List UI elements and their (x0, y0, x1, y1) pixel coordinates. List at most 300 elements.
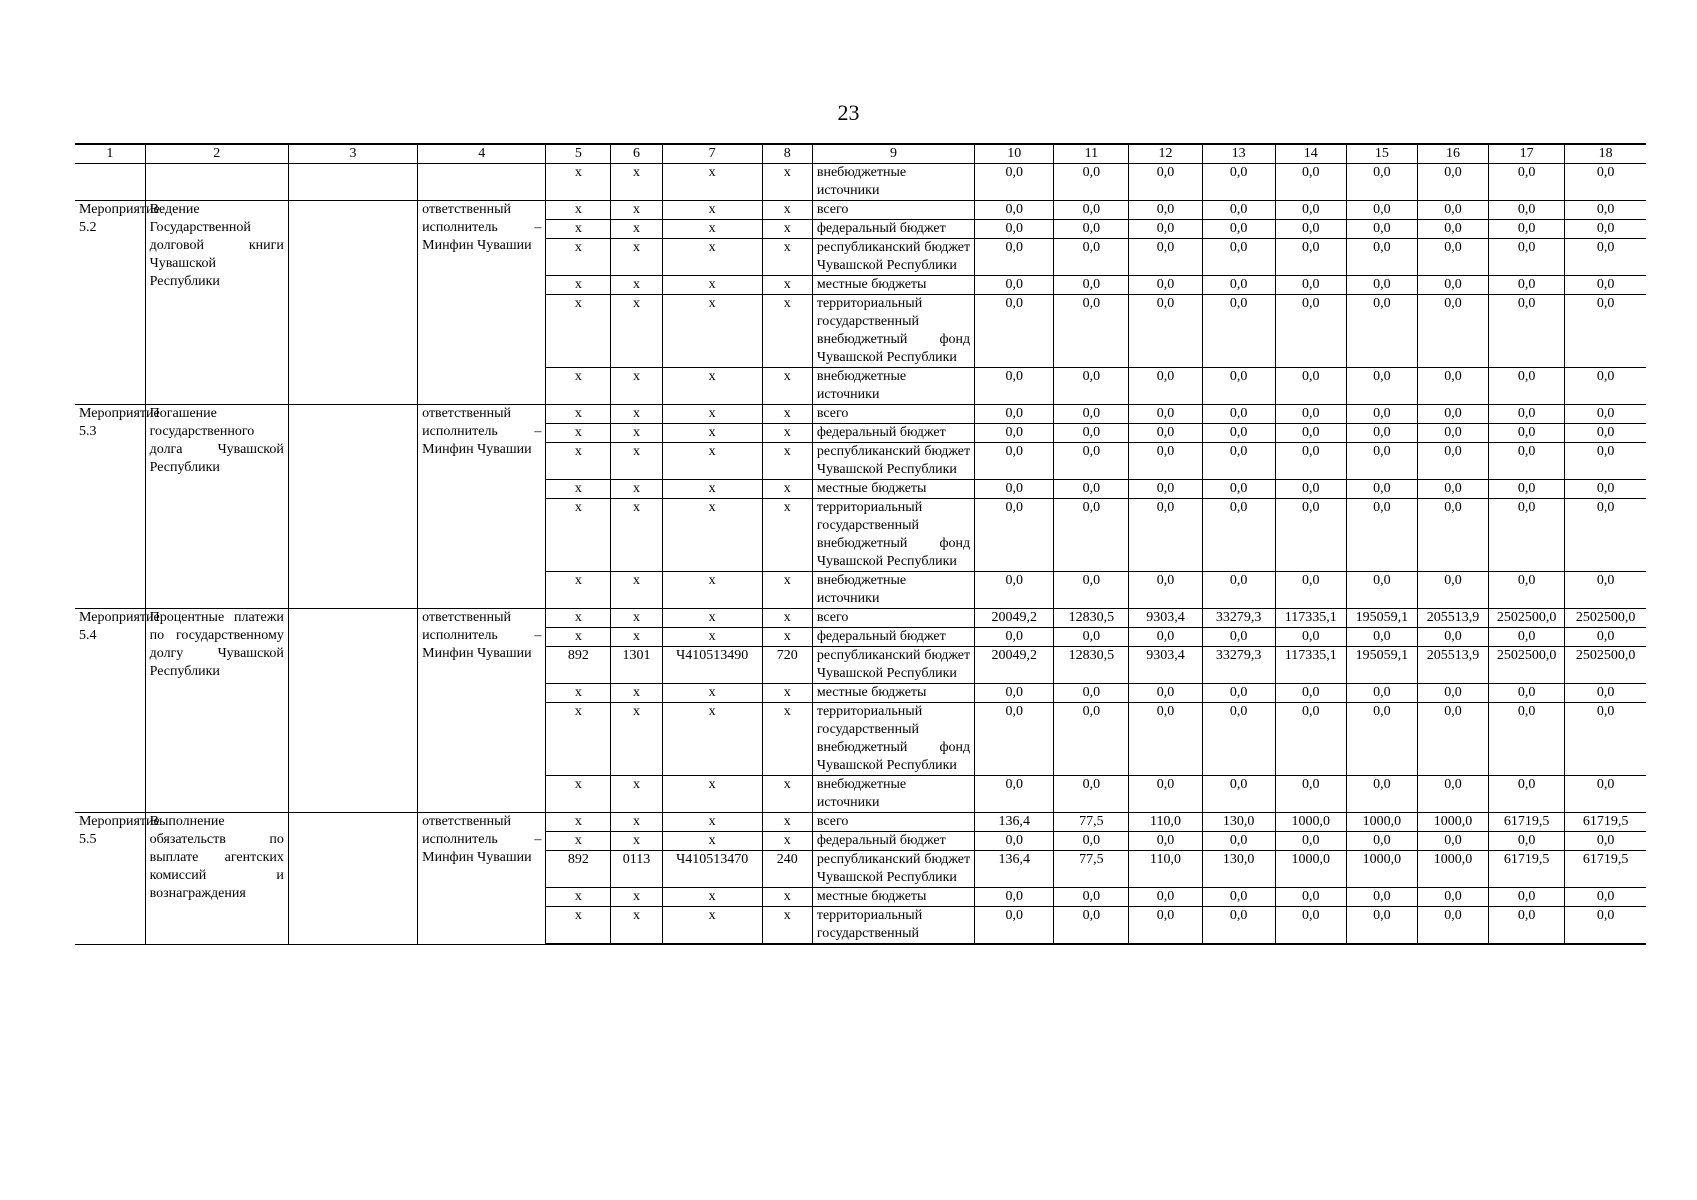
value-cell: 0,0 (1489, 295, 1565, 368)
value-cell: 0,0 (1489, 239, 1565, 276)
value-cell: 0,0 (975, 572, 1054, 609)
value-cell: 110,0 (1129, 851, 1202, 888)
value-cell: 0,0 (1054, 628, 1129, 647)
value-cell: 0,0 (975, 276, 1054, 295)
measure-label: Мероприятие 5.3 (75, 405, 145, 609)
value-cell: 0,0 (1346, 164, 1417, 201)
code-cell: x (611, 201, 662, 220)
header-cell: 5 (546, 144, 611, 164)
code-cell: x (762, 201, 812, 220)
funding-source: республиканский бюджет Чувашской Республики (812, 851, 974, 888)
value-cell: 0,0 (1489, 405, 1565, 424)
value-cell: 0,0 (1275, 684, 1346, 703)
value-cell: 0,0 (1565, 276, 1646, 295)
value-cell: 0,0 (1346, 907, 1417, 945)
code-cell: x (662, 443, 762, 480)
value-cell: 110,0 (1129, 813, 1202, 832)
code-cell: x (611, 572, 662, 609)
value-cell: 0,0 (1054, 907, 1129, 945)
funding-source: внебюджетные источники (812, 164, 974, 201)
value-cell: 0,0 (1489, 703, 1565, 776)
code-cell: x (762, 703, 812, 776)
value-cell: 0,0 (975, 832, 1054, 851)
value-cell: 0,0 (1129, 368, 1202, 405)
value-cell: 1000,0 (1346, 851, 1417, 888)
value-cell: 0,0 (1129, 220, 1202, 239)
value-cell: 0,0 (975, 443, 1054, 480)
value-cell: 0,0 (1565, 832, 1646, 851)
value-cell: 0,0 (1346, 295, 1417, 368)
value-cell: 136,4 (975, 851, 1054, 888)
value-cell: 117335,1 (1275, 609, 1346, 628)
code-cell: x (611, 276, 662, 295)
funding-source: федеральный бюджет (812, 628, 974, 647)
value-cell: 0,0 (1202, 220, 1275, 239)
measure-label: Мероприятие 5.5 (75, 813, 145, 945)
code-cell: x (546, 628, 611, 647)
value-cell: 0,0 (1202, 628, 1275, 647)
value-cell: 0,0 (1275, 220, 1346, 239)
funding-source: местные бюджеты (812, 684, 974, 703)
value-cell: 0,0 (1275, 572, 1346, 609)
code-cell: 892 (546, 851, 611, 888)
value-cell: 0,0 (1565, 405, 1646, 424)
value-cell: 0,0 (1565, 295, 1646, 368)
code-cell: x (611, 888, 662, 907)
code-cell: x (546, 276, 611, 295)
value-cell: 0,0 (1489, 368, 1565, 405)
code-cell: x (762, 443, 812, 480)
value-cell: 12830,5 (1054, 609, 1129, 628)
funding-source: местные бюджеты (812, 276, 974, 295)
value-cell: 0,0 (1417, 907, 1488, 945)
code-cell: 1301 (611, 647, 662, 684)
header-cell: 8 (762, 144, 812, 164)
value-cell: 0,0 (1565, 164, 1646, 201)
code-cell: 0113 (611, 851, 662, 888)
code-cell: x (762, 480, 812, 499)
value-cell: 0,0 (1202, 776, 1275, 813)
header-cell: 18 (1565, 144, 1646, 164)
value-cell: 0,0 (1202, 276, 1275, 295)
value-cell: 0,0 (1417, 368, 1488, 405)
code-cell: x (611, 368, 662, 405)
code-cell: x (546, 368, 611, 405)
header-cell: 17 (1489, 144, 1565, 164)
value-cell: 1000,0 (1417, 813, 1488, 832)
value-cell: 2502500,0 (1565, 609, 1646, 628)
funding-source: территориальный государственный внебюджетный фонд Чувашской Республики (812, 295, 974, 368)
value-cell: 0,0 (1489, 628, 1565, 647)
code-cell: x (611, 239, 662, 276)
value-cell: 0,0 (1275, 480, 1346, 499)
funding-source: местные бюджеты (812, 888, 974, 907)
code-cell: x (546, 684, 611, 703)
value-cell: 20049,2 (975, 647, 1054, 684)
value-cell: 0,0 (1489, 776, 1565, 813)
value-cell: 0,0 (1417, 239, 1488, 276)
value-cell: 0,0 (1054, 164, 1129, 201)
code-cell: x (611, 776, 662, 813)
value-cell: 0,0 (1129, 832, 1202, 851)
value-cell: 0,0 (1129, 499, 1202, 572)
header-cell: 16 (1417, 144, 1488, 164)
value-cell: 0,0 (1417, 443, 1488, 480)
value-cell: 0,0 (1346, 703, 1417, 776)
value-cell: 1000,0 (1275, 851, 1346, 888)
value-cell: 61719,5 (1565, 851, 1646, 888)
funding-source: внебюджетные источники (812, 368, 974, 405)
value-cell: 0,0 (1054, 368, 1129, 405)
value-cell: 0,0 (1275, 201, 1346, 220)
code-cell: x (611, 480, 662, 499)
code-cell: x (546, 832, 611, 851)
value-cell: 0,0 (1489, 220, 1565, 239)
code-cell: x (762, 888, 812, 907)
code-cell: x (611, 295, 662, 368)
value-cell: 0,0 (1275, 776, 1346, 813)
code-cell: x (662, 239, 762, 276)
code-cell: x (546, 776, 611, 813)
funding-source: территориальный государственный внебюджетный фонд Чувашской Республики (812, 499, 974, 572)
value-cell: 0,0 (975, 628, 1054, 647)
value-cell: 0,0 (1346, 499, 1417, 572)
code-cell: x (611, 220, 662, 239)
code-cell: x (662, 201, 762, 220)
code-cell: x (762, 907, 812, 945)
code-cell: x (662, 368, 762, 405)
code-cell: x (662, 499, 762, 572)
value-cell: 0,0 (1346, 220, 1417, 239)
value-cell: 0,0 (1417, 776, 1488, 813)
value-cell: 0,0 (1202, 703, 1275, 776)
value-cell: 0,0 (1275, 405, 1346, 424)
value-cell: 0,0 (1489, 443, 1565, 480)
code-cell: x (762, 776, 812, 813)
responsible-executor: ответственный исполнитель – Минфин Чувашии (418, 405, 546, 609)
header-cell: 7 (662, 144, 762, 164)
funding-source: территориальный государственный (812, 907, 974, 945)
value-cell: 0,0 (1054, 499, 1129, 572)
funding-source: всего (812, 201, 974, 220)
code-cell: x (762, 295, 812, 368)
value-cell: 0,0 (1417, 220, 1488, 239)
value-cell: 77,5 (1054, 851, 1129, 888)
code-cell: x (546, 813, 611, 832)
code-cell: x (762, 628, 812, 647)
code-cell: 892 (546, 647, 611, 684)
value-cell: 195059,1 (1346, 609, 1417, 628)
value-cell: 0,0 (1346, 239, 1417, 276)
header-cell: 6 (611, 144, 662, 164)
value-cell: 0,0 (1275, 628, 1346, 647)
measure-name: Процентные платежи по государственному долгу Чувашской Республики (145, 609, 288, 813)
value-cell: 0,0 (975, 220, 1054, 239)
funding-source: республиканский бюджет Чувашской Республики (812, 443, 974, 480)
value-cell: 0,0 (1346, 405, 1417, 424)
value-cell: 0,0 (975, 888, 1054, 907)
funding-source: республиканский бюджет Чувашской Республики (812, 239, 974, 276)
code-cell: 720 (762, 647, 812, 684)
value-cell: 0,0 (1275, 907, 1346, 945)
value-cell: 0,0 (1346, 443, 1417, 480)
empty-cell (288, 405, 417, 609)
code-cell: x (611, 499, 662, 572)
responsible-executor: ответственный исполнитель – Минфин Чувашии (418, 201, 546, 405)
value-cell: 0,0 (1129, 907, 1202, 945)
value-cell: 0,0 (975, 368, 1054, 405)
value-cell: 0,0 (1129, 684, 1202, 703)
empty-cell (288, 609, 417, 813)
program-table (75, 143, 1646, 945)
value-cell: 0,0 (1129, 201, 1202, 220)
code-cell: x (662, 776, 762, 813)
code-cell: Ч410513490 (662, 647, 762, 684)
code-cell: x (762, 813, 812, 832)
code-cell: x (662, 832, 762, 851)
value-cell: 0,0 (1417, 499, 1488, 572)
code-cell: x (762, 609, 812, 628)
value-cell: 1000,0 (1417, 851, 1488, 888)
value-cell: 0,0 (1275, 164, 1346, 201)
code-cell: x (611, 443, 662, 480)
code-cell: x (546, 572, 611, 609)
header-cell: 2 (145, 144, 288, 164)
value-cell: 0,0 (1565, 480, 1646, 499)
value-cell: 12830,5 (1054, 647, 1129, 684)
code-cell: x (611, 424, 662, 443)
code-cell: x (762, 499, 812, 572)
value-cell: 0,0 (1489, 276, 1565, 295)
code-cell: x (662, 405, 762, 424)
value-cell: 0,0 (1129, 295, 1202, 368)
value-cell: 0,0 (1129, 405, 1202, 424)
value-cell: 0,0 (1417, 684, 1488, 703)
value-cell: 0,0 (1346, 424, 1417, 443)
header-cell: 13 (1202, 144, 1275, 164)
value-cell: 0,0 (1565, 703, 1646, 776)
value-cell: 0,0 (1202, 443, 1275, 480)
value-cell: 0,0 (1489, 888, 1565, 907)
value-cell: 117335,1 (1275, 647, 1346, 684)
value-cell: 0,0 (1489, 164, 1565, 201)
value-cell: 136,4 (975, 813, 1054, 832)
value-cell: 2502500,0 (1489, 609, 1565, 628)
value-cell: 0,0 (1202, 368, 1275, 405)
value-cell: 0,0 (1565, 499, 1646, 572)
value-cell: 0,0 (1417, 888, 1488, 907)
funding-source: республиканский бюджет Чувашской Республики (812, 647, 974, 684)
header-cell: 14 (1275, 144, 1346, 164)
measure-name: Выполнение обязательств по выплате агентских комиссий и вознаграждения (145, 813, 288, 945)
code-cell: x (762, 164, 812, 201)
value-cell: 9303,4 (1129, 647, 1202, 684)
value-cell: 0,0 (1565, 888, 1646, 907)
value-cell: 0,0 (1202, 499, 1275, 572)
value-cell: 0,0 (1489, 499, 1565, 572)
code-cell: x (611, 684, 662, 703)
header-row (75, 144, 1646, 164)
measure-label: Мероприятие 5.2 (75, 201, 145, 405)
value-cell: 0,0 (1346, 368, 1417, 405)
value-cell: 130,0 (1202, 851, 1275, 888)
value-cell: 0,0 (1489, 684, 1565, 703)
value-cell: 0,0 (1129, 888, 1202, 907)
value-cell: 0,0 (1129, 239, 1202, 276)
code-cell: x (546, 888, 611, 907)
code-cell: x (762, 239, 812, 276)
value-cell: 0,0 (1346, 276, 1417, 295)
responsible-executor: ответственный исполнитель – Минфин Чувашии (418, 813, 546, 945)
code-cell: x (762, 684, 812, 703)
value-cell: 0,0 (1417, 703, 1488, 776)
value-cell: 0,0 (1417, 201, 1488, 220)
value-cell: 0,0 (1565, 684, 1646, 703)
funding-source: внебюджетные источники (812, 776, 974, 813)
code-cell: x (662, 480, 762, 499)
code-cell: x (662, 295, 762, 368)
empty-cell (75, 164, 145, 201)
header-cell: 15 (1346, 144, 1417, 164)
value-cell: 0,0 (1275, 424, 1346, 443)
value-cell: 2502500,0 (1489, 647, 1565, 684)
header-cell: 4 (418, 144, 546, 164)
header-cell: 10 (975, 144, 1054, 164)
value-cell: 0,0 (1129, 443, 1202, 480)
code-cell: x (662, 684, 762, 703)
value-cell: 0,0 (1565, 239, 1646, 276)
value-cell: 0,0 (1054, 832, 1129, 851)
value-cell: 0,0 (1054, 572, 1129, 609)
value-cell: 0,0 (1054, 776, 1129, 813)
value-cell: 0,0 (1202, 888, 1275, 907)
value-cell: 0,0 (1202, 684, 1275, 703)
page-number: 23 (837, 100, 860, 125)
value-cell: 205513,9 (1417, 647, 1488, 684)
code-cell: x (611, 703, 662, 776)
value-cell: 0,0 (1129, 776, 1202, 813)
code-cell: x (546, 703, 611, 776)
code-cell: x (546, 424, 611, 443)
funding-source: федеральный бюджет (812, 424, 974, 443)
value-cell: 0,0 (1346, 572, 1417, 609)
funding-source: всего (812, 609, 974, 628)
value-cell: 0,0 (975, 201, 1054, 220)
measure-label: Мероприятие 5.4 (75, 609, 145, 813)
code-cell: x (611, 832, 662, 851)
value-cell: 0,0 (1202, 424, 1275, 443)
code-cell: x (662, 276, 762, 295)
value-cell: 33279,3 (1202, 609, 1275, 628)
value-cell: 2502500,0 (1565, 647, 1646, 684)
code-cell: x (546, 239, 611, 276)
value-cell: 0,0 (1054, 295, 1129, 368)
measure-name: Ведение Государственной долговой книги Чувашской Республики (145, 201, 288, 405)
value-cell: 0,0 (975, 239, 1054, 276)
code-cell: x (762, 220, 812, 239)
value-cell: 0,0 (1202, 572, 1275, 609)
value-cell: 0,0 (1202, 239, 1275, 276)
value-cell: 0,0 (1565, 443, 1646, 480)
code-cell: x (762, 405, 812, 424)
table-row (75, 609, 1646, 628)
value-cell: 0,0 (1054, 684, 1129, 703)
value-cell: 0,0 (1275, 295, 1346, 368)
table-row (75, 405, 1646, 424)
value-cell: 0,0 (1129, 480, 1202, 499)
value-cell: 0,0 (1417, 405, 1488, 424)
value-cell: 0,0 (1054, 480, 1129, 499)
code-cell: x (546, 220, 611, 239)
empty-cell (288, 813, 417, 945)
value-cell: 1000,0 (1275, 813, 1346, 832)
code-cell: x (662, 424, 762, 443)
value-cell: 0,0 (975, 405, 1054, 424)
value-cell: 0,0 (1275, 368, 1346, 405)
header-cell: 11 (1054, 144, 1129, 164)
value-cell: 0,0 (1346, 888, 1417, 907)
value-cell: 61719,5 (1489, 813, 1565, 832)
value-cell: 0,0 (1489, 907, 1565, 945)
value-cell: 195059,1 (1346, 647, 1417, 684)
code-cell: Ч410513470 (662, 851, 762, 888)
code-cell: x (546, 499, 611, 572)
value-cell: 0,0 (1565, 776, 1646, 813)
code-cell: x (662, 572, 762, 609)
value-cell: 0,0 (1417, 832, 1488, 851)
funding-source: всего (812, 813, 974, 832)
value-cell: 0,0 (1202, 405, 1275, 424)
value-cell: 0,0 (975, 424, 1054, 443)
header-cell: 3 (288, 144, 417, 164)
code-cell: x (611, 907, 662, 945)
table-row (75, 201, 1646, 220)
value-cell: 0,0 (1275, 703, 1346, 776)
value-cell: 0,0 (1565, 628, 1646, 647)
value-cell: 0,0 (1129, 703, 1202, 776)
funding-source: федеральный бюджет (812, 832, 974, 851)
value-cell: 0,0 (1202, 832, 1275, 851)
code-cell: x (662, 628, 762, 647)
value-cell: 0,0 (1489, 201, 1565, 220)
code-cell: x (546, 907, 611, 945)
value-cell: 0,0 (1129, 572, 1202, 609)
code-cell: 240 (762, 851, 812, 888)
code-cell: x (546, 295, 611, 368)
value-cell: 0,0 (1417, 295, 1488, 368)
value-cell: 0,0 (1565, 572, 1646, 609)
value-cell: 0,0 (1054, 201, 1129, 220)
value-cell: 0,0 (1054, 405, 1129, 424)
value-cell: 0,0 (1417, 572, 1488, 609)
code-cell: x (762, 572, 812, 609)
funding-source: территориальный государственный внебюджетный фонд Чувашской Республики (812, 703, 974, 776)
value-cell: 0,0 (1417, 276, 1488, 295)
value-cell: 0,0 (1054, 703, 1129, 776)
value-cell: 205513,9 (1417, 609, 1488, 628)
value-cell: 61719,5 (1489, 851, 1565, 888)
value-cell: 0,0 (1202, 480, 1275, 499)
code-cell: x (762, 832, 812, 851)
table-row (75, 813, 1646, 832)
code-cell: x (662, 220, 762, 239)
code-cell: x (546, 480, 611, 499)
value-cell: 77,5 (1054, 813, 1129, 832)
value-cell: 0,0 (1346, 628, 1417, 647)
code-cell: x (546, 443, 611, 480)
code-cell: x (662, 609, 762, 628)
value-cell: 0,0 (1054, 220, 1129, 239)
